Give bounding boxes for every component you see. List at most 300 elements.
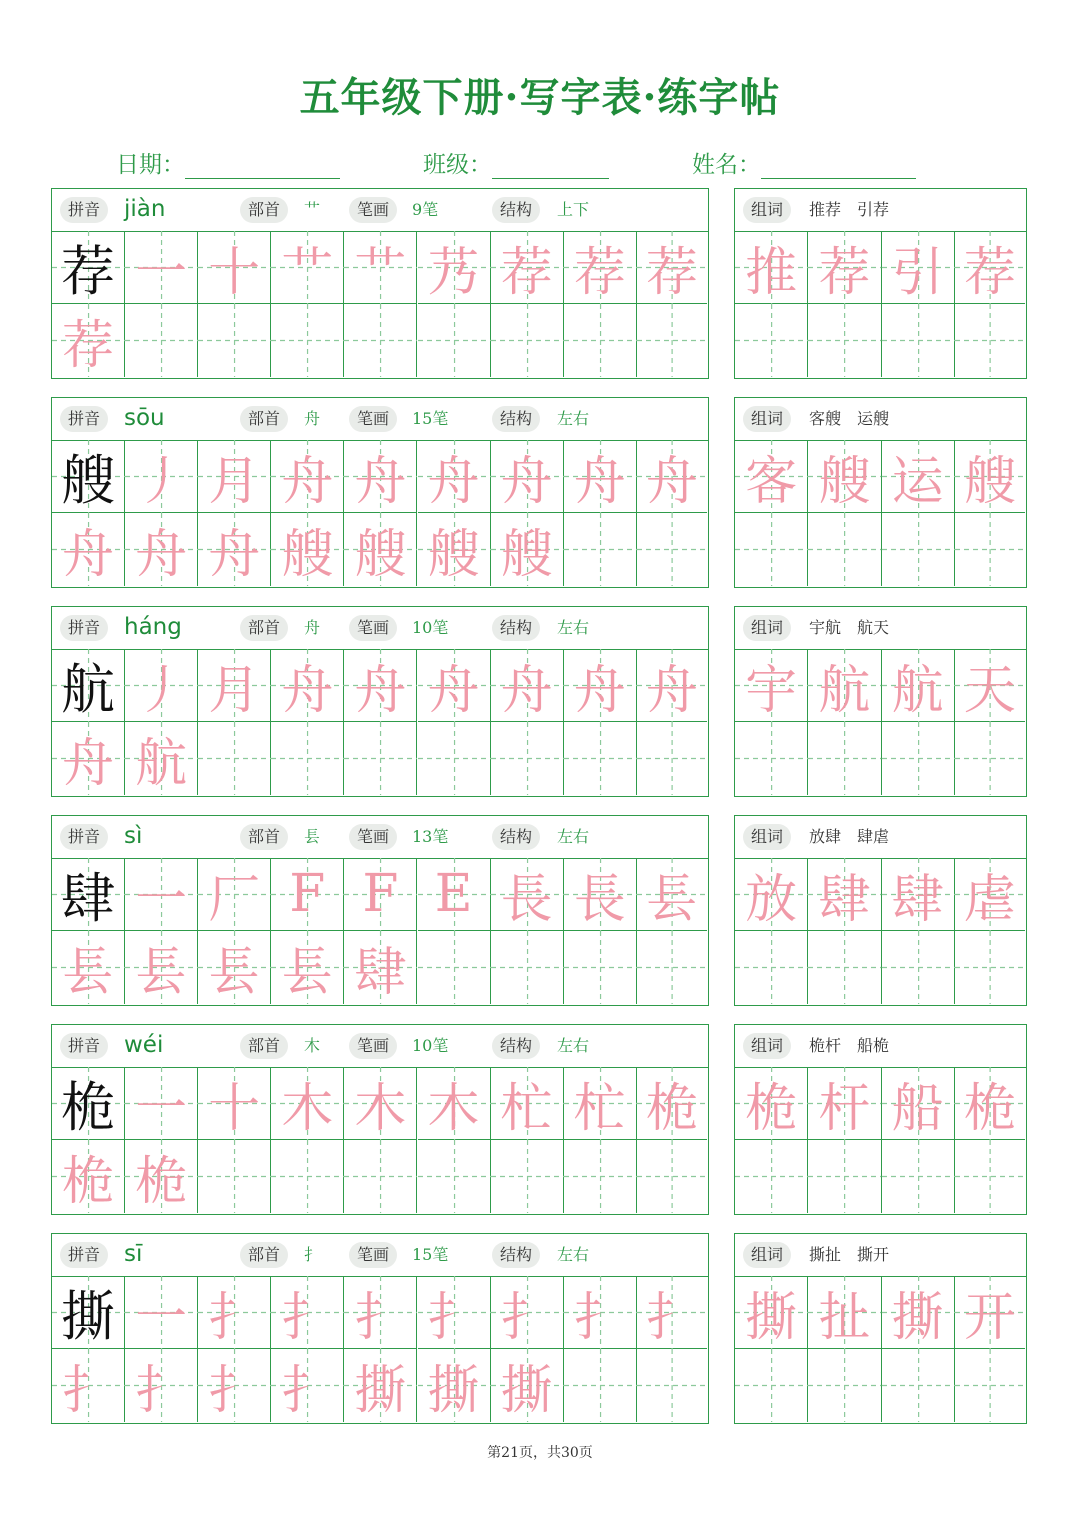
writing-cell[interactable]: [198, 858, 271, 931]
writing-cell[interactable]: [271, 858, 344, 931]
stroke-order-step: 桅: [135, 1152, 188, 1212]
word-header: [735, 189, 1026, 232]
word-block: [734, 1024, 1027, 1215]
stroke-order-step: 艘: [281, 525, 334, 585]
strokes-tag: 笔画: [349, 824, 397, 850]
writing-cell[interactable]: [564, 931, 637, 1004]
stroke-order-step: 舟: [354, 451, 407, 512]
word-cell[interactable]: [735, 649, 808, 722]
writing-cell[interactable]: [125, 722, 198, 795]
writing-cell[interactable]: [52, 649, 125, 722]
writing-cell[interactable]: [125, 440, 198, 513]
cell-guide-lines: [882, 1140, 955, 1213]
structure-value: 左右: [557, 618, 590, 637]
word-trace-character: 航: [818, 660, 871, 721]
stroke-order-step: E: [434, 864, 473, 924]
writing-cell[interactable]: [198, 1349, 271, 1422]
writing-cell[interactable]: [52, 722, 125, 795]
word-block: [734, 188, 1027, 379]
stroke-order-step: 扌: [281, 1287, 334, 1348]
word-cell[interactable]: [808, 858, 881, 931]
writing-cell[interactable]: [344, 722, 417, 795]
word-cell[interactable]: [808, 513, 881, 586]
writing-cell[interactable]: [125, 1140, 198, 1213]
word-cell[interactable]: [808, 1067, 881, 1140]
character-info-header: [52, 1234, 708, 1277]
cell-guide-lines: [808, 1140, 881, 1213]
page-title: 五年级下册·写字表·练字帖: [299, 74, 781, 121]
writing-cell[interactable]: [271, 1067, 344, 1140]
word-cell[interactable]: [735, 304, 808, 377]
stroke-order-step: 扌: [500, 1287, 553, 1348]
writing-cell[interactable]: [564, 1349, 637, 1422]
cell-guide-lines: [491, 1140, 564, 1213]
word-trace-character: 艘: [963, 451, 1016, 512]
cell-guide-lines: [564, 722, 637, 795]
writing-cell[interactable]: [344, 931, 417, 1004]
stroke-order-step: 一: [135, 869, 188, 930]
word-header: [735, 1234, 1026, 1277]
pinyin-tag: 拼音: [60, 615, 108, 641]
writing-cell[interactable]: [198, 1276, 271, 1349]
character-block: [51, 1233, 709, 1424]
word-cell[interactable]: [808, 1276, 881, 1349]
structure-value: 左右: [557, 1036, 590, 1055]
writing-cell[interactable]: [125, 304, 198, 377]
stroke-order-step: 镸: [135, 943, 188, 1003]
writing-cell[interactable]: [637, 931, 707, 1004]
writing-cell[interactable]: [198, 1067, 271, 1140]
writing-cell[interactable]: [125, 649, 198, 722]
word-trace-character: 运: [891, 451, 944, 512]
writing-cell[interactable]: [52, 931, 125, 1004]
writing-cell[interactable]: [418, 931, 491, 1004]
writing-cell[interactable]: [491, 231, 564, 304]
writing-cell[interactable]: [564, 858, 637, 931]
cell-guide-lines: [198, 304, 271, 377]
pinyin-value: háng: [124, 614, 182, 640]
writing-cell[interactable]: [344, 1349, 417, 1422]
word-cell[interactable]: [882, 931, 955, 1004]
strokes-tag: 笔画: [349, 406, 397, 432]
writing-cell[interactable]: [491, 722, 564, 795]
writing-cell[interactable]: [491, 513, 564, 586]
word-cell[interactable]: [735, 931, 808, 1004]
writing-cell[interactable]: [418, 1349, 491, 1422]
word-cell[interactable]: [955, 858, 1025, 931]
word-cell[interactable]: [808, 1140, 881, 1213]
model-character: 肆: [61, 866, 116, 930]
word-cell[interactable]: [882, 513, 955, 586]
cell-guide-lines: [637, 722, 707, 795]
character-block: [51, 815, 709, 1006]
word-cell[interactable]: [735, 440, 808, 513]
cell-guide-lines: [271, 304, 344, 377]
word-cell[interactable]: [808, 931, 881, 1004]
cell-guide-lines: [882, 1349, 955, 1422]
strokes-value: 13笔: [412, 827, 449, 846]
stroke-order-step: 舟: [62, 734, 115, 794]
stroke-order-step: 舟: [573, 451, 626, 512]
writing-cell[interactable]: [198, 722, 271, 795]
stroke-order-step: 镸: [281, 943, 334, 1003]
stroke-order-step: 扌: [645, 1287, 698, 1348]
word-trace-character: 开: [963, 1287, 1016, 1348]
word-header: [735, 398, 1026, 441]
writing-cell[interactable]: [271, 513, 344, 586]
writing-cell[interactable]: [271, 1276, 344, 1349]
writing-cell[interactable]: [271, 231, 344, 304]
word-header: [735, 1025, 1026, 1068]
word-trace-character: 扯: [818, 1287, 871, 1348]
class-field: [423, 146, 609, 179]
writing-cell[interactable]: [198, 931, 271, 1004]
word-cell[interactable]: [735, 858, 808, 931]
stroke-order-step: 長: [573, 869, 626, 930]
writing-cell[interactable]: [418, 1140, 491, 1213]
cell-guide-lines: [808, 513, 881, 586]
writing-cell[interactable]: [344, 858, 417, 931]
writing-cell[interactable]: [491, 1140, 564, 1213]
cell-guide-lines: [637, 513, 707, 586]
character-block: [51, 606, 709, 797]
writing-cell[interactable]: [564, 722, 637, 795]
character-info-header: [52, 607, 708, 650]
words-tag: 组词: [743, 197, 791, 223]
writing-cell[interactable]: [637, 304, 707, 377]
radical-value: 木: [304, 1036, 321, 1055]
word-cell[interactable]: [955, 1276, 1025, 1349]
word-cell[interactable]: [955, 513, 1025, 586]
writing-cell[interactable]: [52, 440, 125, 513]
radical-value: 舟: [304, 409, 321, 428]
writing-cell[interactable]: [52, 1067, 125, 1140]
writing-cell[interactable]: [198, 513, 271, 586]
name-blank[interactable]: [761, 152, 916, 179]
word-cell[interactable]: [955, 1067, 1025, 1140]
writing-cell[interactable]: [491, 649, 564, 722]
word-trace-character: 引: [891, 242, 944, 303]
stroke-order-step: 扌: [427, 1287, 480, 1348]
cell-guide-lines: [198, 1140, 271, 1213]
pinyin-tag: 拼音: [60, 406, 108, 432]
words-tag: 组词: [743, 1242, 791, 1268]
radical-value: 扌: [304, 1245, 321, 1264]
structure-tag: 结构: [492, 1242, 540, 1268]
stroke-order-step: 艘: [427, 525, 480, 585]
writing-cell[interactable]: [125, 1067, 198, 1140]
word-cell[interactable]: [882, 231, 955, 304]
stroke-order-step: 舟: [135, 525, 188, 585]
writing-cell[interactable]: [491, 1067, 564, 1140]
stroke-order-step: 撕: [354, 1361, 407, 1421]
writing-cell[interactable]: [418, 722, 491, 795]
writing-cell[interactable]: [198, 440, 271, 513]
stroke-order-step: 镸: [62, 943, 115, 1003]
writing-cell[interactable]: [564, 649, 637, 722]
writing-cell[interactable]: [344, 1140, 417, 1213]
writing-cell[interactable]: [125, 931, 198, 1004]
radical-tag: 部首: [240, 406, 288, 432]
class-label: 班级：: [423, 152, 492, 178]
stroke-order-step: 荐: [573, 242, 626, 303]
cell-guide-lines: [344, 722, 417, 795]
writing-cell[interactable]: [491, 931, 564, 1004]
pinyin-tag: 拼音: [60, 1242, 108, 1268]
word-cell[interactable]: [808, 440, 881, 513]
writing-cell[interactable]: [418, 231, 491, 304]
writing-cell[interactable]: [344, 1067, 417, 1140]
writing-cell[interactable]: [271, 1140, 344, 1213]
writing-cell[interactable]: [637, 722, 707, 795]
word-cell[interactable]: [882, 722, 955, 795]
word-cell[interactable]: [808, 1349, 881, 1422]
word-cell[interactable]: [955, 649, 1025, 722]
writing-cell[interactable]: [564, 1067, 637, 1140]
writing-cell[interactable]: [271, 440, 344, 513]
writing-cell[interactable]: [125, 231, 198, 304]
word-cell[interactable]: [955, 1140, 1025, 1213]
writing-cell[interactable]: [564, 1140, 637, 1213]
writing-cell[interactable]: [125, 1276, 198, 1349]
word-cell[interactable]: [735, 1067, 808, 1140]
stroke-order-step: 舟: [645, 451, 698, 512]
pinyin-tag: 拼音: [60, 197, 108, 223]
writing-cell[interactable]: [564, 513, 637, 586]
writing-cell[interactable]: [564, 304, 637, 377]
writing-cell[interactable]: [271, 304, 344, 377]
writing-cell[interactable]: [418, 858, 491, 931]
stroke-order-step: 舟: [427, 451, 480, 512]
word-trace-character: 荐: [818, 242, 871, 303]
writing-cell[interactable]: [418, 1067, 491, 1140]
cell-guide-lines: [735, 1349, 808, 1422]
structure-tag: 结构: [492, 197, 540, 223]
cell-guide-lines: [735, 513, 808, 586]
character-info-header: [52, 1025, 708, 1068]
writing-cell[interactable]: [344, 649, 417, 722]
writing-cell[interactable]: [491, 440, 564, 513]
pinyin-tag: 拼音: [60, 1033, 108, 1059]
pinyin-value: sī: [124, 1241, 143, 1267]
writing-cell[interactable]: [637, 231, 707, 304]
word-cell[interactable]: [955, 304, 1025, 377]
stroke-order-step: 木: [281, 1078, 334, 1139]
pinyin-value: sì: [124, 823, 143, 849]
writing-cell[interactable]: [52, 1349, 125, 1422]
writing-cell[interactable]: [491, 304, 564, 377]
cell-guide-lines: [564, 304, 637, 377]
pinyin-value: jiàn: [124, 196, 166, 222]
word-cell[interactable]: [955, 440, 1025, 513]
stroke-order-step: 艹: [281, 242, 334, 303]
word-cell[interactable]: [735, 1140, 808, 1213]
writing-cell[interactable]: [344, 1276, 417, 1349]
word-trace-character: 放: [745, 869, 798, 930]
word-trace-character: 肆: [818, 869, 871, 930]
stroke-order-step: 丿: [135, 660, 188, 721]
cell-guide-lines: [637, 1349, 707, 1422]
stroke-order-step: 十: [208, 242, 261, 303]
word-cell[interactable]: [882, 1276, 955, 1349]
word-trace-character: 撕: [745, 1287, 798, 1348]
stroke-order-step: 舟: [62, 525, 115, 585]
writing-cell[interactable]: [637, 1140, 707, 1213]
word-cell[interactable]: [808, 231, 881, 304]
stroke-order-step: 木: [354, 1078, 407, 1139]
word-cell[interactable]: [882, 440, 955, 513]
cell-guide-lines: [637, 931, 707, 1004]
stroke-order-step: 桅: [645, 1078, 698, 1139]
writing-cell[interactable]: [271, 931, 344, 1004]
word-cell[interactable]: [808, 649, 881, 722]
words-tag: 组词: [743, 615, 791, 641]
word-cell[interactable]: [735, 722, 808, 795]
word-cell[interactable]: [882, 1140, 955, 1213]
word-cell[interactable]: [955, 931, 1025, 1004]
writing-cell[interactable]: [198, 649, 271, 722]
writing-cell[interactable]: [52, 858, 125, 931]
cell-guide-lines: [955, 1140, 1025, 1213]
writing-cell[interactable]: [52, 304, 125, 377]
word-block: [734, 397, 1027, 588]
stroke-order-step: 艘: [500, 525, 553, 585]
pinyin-value: wéi: [124, 1032, 164, 1058]
writing-cell[interactable]: [637, 1067, 707, 1140]
class-blank[interactable]: [492, 152, 609, 179]
writing-cell[interactable]: [491, 1276, 564, 1349]
words-value: 客艘 运艘: [809, 409, 890, 428]
writing-cell[interactable]: [52, 513, 125, 586]
writing-cell[interactable]: [637, 649, 707, 722]
word-cell[interactable]: [735, 1349, 808, 1422]
writing-cell[interactable]: [271, 722, 344, 795]
writing-cell[interactable]: [52, 231, 125, 304]
stroke-order-step: 航: [135, 734, 188, 794]
date-blank[interactable]: [185, 152, 340, 179]
stroke-order-step: 舟: [281, 660, 334, 721]
cell-guide-lines: [735, 931, 808, 1004]
structure-tag: 结构: [492, 615, 540, 641]
word-cell[interactable]: [882, 858, 955, 931]
word-cell[interactable]: [882, 1349, 955, 1422]
writing-cell[interactable]: [52, 1276, 125, 1349]
words-value: 撕扯 撕开: [809, 1245, 890, 1264]
word-cell[interactable]: [808, 304, 881, 377]
word-trace-character: 船: [891, 1078, 944, 1139]
word-cell[interactable]: [735, 1276, 808, 1349]
word-trace-character: 撕: [891, 1287, 944, 1348]
writing-cell[interactable]: [198, 1140, 271, 1213]
writing-cell[interactable]: [637, 1276, 707, 1349]
writing-cell[interactable]: [198, 304, 271, 377]
writing-cell[interactable]: [491, 1349, 564, 1422]
writing-cell[interactable]: [564, 440, 637, 513]
character-block: [51, 397, 709, 588]
writing-cell[interactable]: [418, 1276, 491, 1349]
writing-cell[interactable]: [125, 513, 198, 586]
word-cell[interactable]: [955, 1349, 1025, 1422]
writing-cell[interactable]: [125, 858, 198, 931]
cell-guide-lines: [344, 1140, 417, 1213]
writing-cell[interactable]: [344, 304, 417, 377]
writing-cell[interactable]: [637, 513, 707, 586]
strokes-value: 9笔: [412, 200, 439, 219]
name-field: [692, 146, 916, 179]
writing-cell[interactable]: [418, 440, 491, 513]
writing-cell[interactable]: [637, 440, 707, 513]
model-character: 艘: [61, 448, 116, 512]
stroke-order-step: 扌: [208, 1361, 261, 1421]
writing-cell[interactable]: [564, 1276, 637, 1349]
word-cell[interactable]: [808, 722, 881, 795]
writing-cell[interactable]: [344, 440, 417, 513]
stroke-order-step: 長: [500, 869, 553, 930]
stroke-order-step: 荐: [500, 242, 553, 303]
strokes-value: 15笔: [412, 1245, 449, 1264]
word-cell[interactable]: [882, 1067, 955, 1140]
character-info-header: [52, 816, 708, 859]
writing-cell[interactable]: [271, 1349, 344, 1422]
word-cell[interactable]: [735, 513, 808, 586]
cell-guide-lines: [955, 304, 1025, 377]
stroke-order-step: F: [362, 864, 399, 924]
word-block: [734, 606, 1027, 797]
writing-cell[interactable]: [271, 649, 344, 722]
stroke-order-step: 舟: [645, 660, 698, 721]
word-trace-character: 荐: [963, 242, 1016, 303]
writing-cell[interactable]: [491, 858, 564, 931]
strokes-value: 10笔: [412, 618, 449, 637]
stroke-order-step: 撕: [500, 1361, 553, 1421]
stroke-order-step: 扌: [573, 1287, 626, 1348]
word-cell[interactable]: [955, 722, 1025, 795]
cell-guide-lines: [882, 513, 955, 586]
strokes-tag: 笔画: [349, 1033, 397, 1059]
writing-cell[interactable]: [564, 231, 637, 304]
strokes-tag: 笔画: [349, 615, 397, 641]
word-trace-character: 肆: [891, 869, 944, 930]
writing-cell[interactable]: [344, 231, 417, 304]
word-cell[interactable]: [882, 649, 955, 722]
radical-tag: 部首: [240, 197, 288, 223]
writing-cell[interactable]: [52, 1140, 125, 1213]
writing-cell[interactable]: [418, 649, 491, 722]
stroke-order-step: 荐: [645, 242, 698, 303]
character-block: [51, 188, 709, 379]
radical-value: 镸: [304, 827, 321, 846]
stroke-order-step: 扌: [281, 1361, 334, 1421]
strokes-value: 10笔: [412, 1036, 449, 1055]
writing-cell[interactable]: [344, 513, 417, 586]
writing-cell[interactable]: [418, 513, 491, 586]
writing-cell[interactable]: [125, 1349, 198, 1422]
stroke-order-step: 舟: [500, 451, 553, 512]
page-footer: 第21页，共30页: [487, 1445, 593, 1461]
writing-cell[interactable]: [637, 858, 707, 931]
stroke-order-step: 撕: [427, 1361, 480, 1421]
word-cell[interactable]: [955, 231, 1025, 304]
writing-cell[interactable]: [198, 231, 271, 304]
writing-cell[interactable]: [418, 304, 491, 377]
cell-guide-lines: [637, 304, 707, 377]
word-cell[interactable]: [735, 231, 808, 304]
model-character: 撕: [61, 1284, 116, 1348]
word-cell[interactable]: [882, 304, 955, 377]
stroke-order-step: 镸: [208, 943, 261, 1003]
radical-value: 舟: [304, 618, 321, 637]
writing-cell[interactable]: [637, 1349, 707, 1422]
